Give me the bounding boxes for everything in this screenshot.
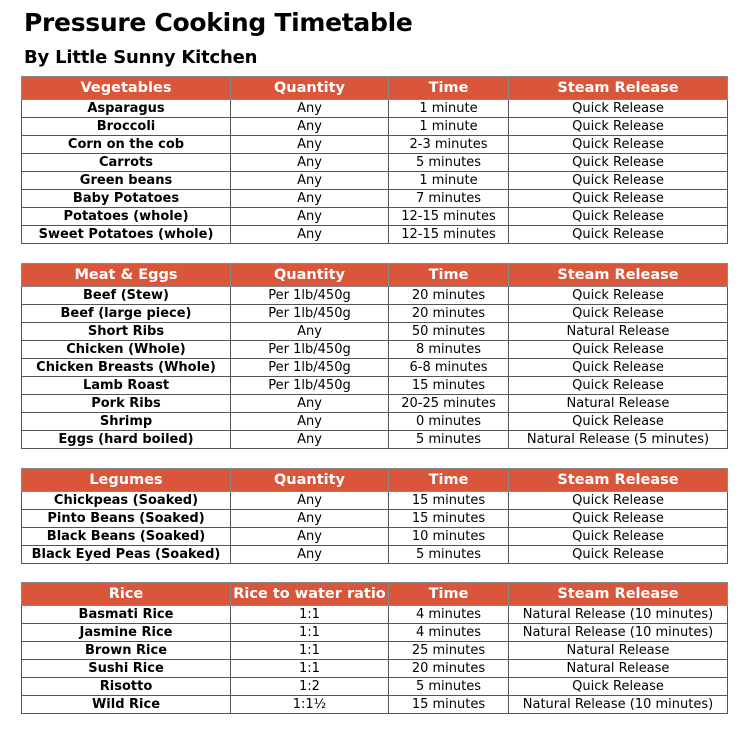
cell-quantity: Any	[231, 431, 389, 449]
cell-quantity: Any	[231, 136, 389, 154]
table-row	[22, 546, 728, 564]
cell-item: Green beans	[22, 172, 231, 190]
cell-time: 8 minutes	[389, 341, 509, 359]
cell-item: Carrots	[22, 154, 231, 172]
table-row	[22, 190, 728, 208]
table-row	[22, 528, 728, 546]
cell-steam-release: Natural Release	[509, 323, 728, 341]
cell-quantity: Per 1lb/450g	[231, 341, 389, 359]
cell-quantity: Any	[231, 546, 389, 564]
cell-time: 1 minute	[389, 100, 509, 118]
cell-item: Brown Rice	[22, 642, 231, 660]
cell-item: Asparagus	[22, 100, 231, 118]
table-row	[22, 624, 728, 642]
column-header-steam-release: Steam Release	[509, 583, 728, 606]
cell-item: Chicken (Whole)	[22, 341, 231, 359]
table-row	[22, 100, 728, 118]
column-header-steam-release: Steam Release	[509, 264, 728, 287]
cell-time: 12-15 minutes	[389, 208, 509, 226]
table-row	[22, 606, 728, 624]
cell-time: 15 minutes	[389, 696, 509, 714]
cell-steam-release: Quick Release	[509, 413, 728, 431]
cell-item: Black Eyed Peas (Soaked)	[22, 546, 231, 564]
cell-time: 4 minutes	[389, 606, 509, 624]
cell-time: 0 minutes	[389, 413, 509, 431]
cell-time: 25 minutes	[389, 642, 509, 660]
cell-item: Wild Rice	[22, 696, 231, 714]
cell-item: Broccoli	[22, 118, 231, 136]
table-row	[22, 642, 728, 660]
cell-steam-release: Quick Release	[509, 678, 728, 696]
cell-steam-release: Quick Release	[509, 528, 728, 546]
cell-item: Sushi Rice	[22, 660, 231, 678]
cell-steam-release: Natural Release	[509, 642, 728, 660]
cell-time: 1 minute	[389, 172, 509, 190]
column-header-item: Rice	[22, 583, 231, 606]
table-header-row	[22, 583, 728, 606]
cell-item: Short Ribs	[22, 323, 231, 341]
cell-item: Potatoes (whole)	[22, 208, 231, 226]
page-subtitle: By Little Sunny Kitchen	[24, 47, 258, 68]
cell-time: 20 minutes	[389, 305, 509, 323]
cell-steam-release: Quick Release	[509, 226, 728, 244]
cell-quantity: 1:1	[231, 660, 389, 678]
cell-steam-release: Quick Release	[509, 359, 728, 377]
legumes-table	[21, 468, 728, 564]
cell-item: Chicken Breasts (Whole)	[22, 359, 231, 377]
cell-steam-release: Quick Release	[509, 154, 728, 172]
cell-quantity: Any	[231, 395, 389, 413]
cell-quantity: Per 1lb/450g	[231, 287, 389, 305]
cell-quantity: Any	[231, 100, 389, 118]
cell-quantity: Any	[231, 172, 389, 190]
column-header-quantity: Quantity	[231, 469, 389, 492]
cell-time: 20-25 minutes	[389, 395, 509, 413]
cell-time: 4 minutes	[389, 624, 509, 642]
cell-time: 6-8 minutes	[389, 359, 509, 377]
column-header-item: Vegetables	[22, 77, 231, 100]
cell-item: Beef (large piece)	[22, 305, 231, 323]
cell-steam-release: Quick Release	[509, 510, 728, 528]
cell-item: Shrimp	[22, 413, 231, 431]
cell-quantity: Any	[231, 118, 389, 136]
table-row	[22, 413, 728, 431]
cell-item: Eggs (hard boiled)	[22, 431, 231, 449]
cell-steam-release: Natural Release	[509, 395, 728, 413]
column-header-steam-release: Steam Release	[509, 77, 728, 100]
cell-steam-release: Quick Release	[509, 136, 728, 154]
column-header-time: Time	[389, 469, 509, 492]
cell-time: 5 minutes	[389, 154, 509, 172]
cell-steam-release: Natural Release (10 minutes)	[509, 696, 728, 714]
cell-quantity: 1:1	[231, 642, 389, 660]
cell-item: Pinto Beans (Soaked)	[22, 510, 231, 528]
meat-eggs-table	[21, 263, 728, 449]
table-row	[22, 208, 728, 226]
cell-quantity: 1:1	[231, 606, 389, 624]
table-row	[22, 510, 728, 528]
table-header-row	[22, 264, 728, 287]
table-row	[22, 431, 728, 449]
cell-time: 20 minutes	[389, 287, 509, 305]
cell-steam-release: Quick Release	[509, 305, 728, 323]
cell-steam-release: Quick Release	[509, 546, 728, 564]
column-header-quantity: Rice to water ratio	[231, 583, 389, 606]
table-row	[22, 287, 728, 305]
cell-steam-release: Natural Release (5 minutes)	[509, 431, 728, 449]
cell-quantity: 1:1½	[231, 696, 389, 714]
cell-steam-release: Quick Release	[509, 172, 728, 190]
cell-item: Jasmine Rice	[22, 624, 231, 642]
table-row	[22, 377, 728, 395]
cell-time: 1 minute	[389, 118, 509, 136]
cell-item: Sweet Potatoes (whole)	[22, 226, 231, 244]
cell-time: 2-3 minutes	[389, 136, 509, 154]
column-header-time: Time	[389, 77, 509, 100]
cell-time: 12-15 minutes	[389, 226, 509, 244]
cell-steam-release: Quick Release	[509, 377, 728, 395]
cell-quantity: Any	[231, 492, 389, 510]
cell-time: 5 minutes	[389, 546, 509, 564]
cell-steam-release: Quick Release	[509, 287, 728, 305]
cell-quantity: 1:2	[231, 678, 389, 696]
table-row	[22, 660, 728, 678]
column-header-time: Time	[389, 264, 509, 287]
cell-item: Black Beans (Soaked)	[22, 528, 231, 546]
column-header-quantity: Quantity	[231, 264, 389, 287]
cell-quantity: Per 1lb/450g	[231, 359, 389, 377]
cell-item: Pork Ribs	[22, 395, 231, 413]
column-header-steam-release: Steam Release	[509, 469, 728, 492]
table-row	[22, 323, 728, 341]
column-header-item: Legumes	[22, 469, 231, 492]
column-header-time: Time	[389, 583, 509, 606]
page-title: Pressure Cooking Timetable	[24, 8, 413, 37]
cell-quantity: Any	[231, 528, 389, 546]
cell-steam-release: Quick Release	[509, 100, 728, 118]
table-row	[22, 678, 728, 696]
cell-steam-release: Natural Release	[509, 660, 728, 678]
cell-item: Beef (Stew)	[22, 287, 231, 305]
table-row	[22, 359, 728, 377]
column-header-quantity: Quantity	[231, 77, 389, 100]
cell-time: 50 minutes	[389, 323, 509, 341]
cell-quantity: Any	[231, 510, 389, 528]
table-row	[22, 305, 728, 323]
cell-steam-release: Quick Release	[509, 190, 728, 208]
cell-steam-release: Quick Release	[509, 208, 728, 226]
cell-time: 5 minutes	[389, 678, 509, 696]
cell-time: 20 minutes	[389, 660, 509, 678]
cell-item: Baby Potatoes	[22, 190, 231, 208]
cell-quantity: Per 1lb/450g	[231, 305, 389, 323]
table-header-row	[22, 77, 728, 100]
cell-quantity: 1:1	[231, 624, 389, 642]
cell-time: 5 minutes	[389, 431, 509, 449]
table-row	[22, 492, 728, 510]
cell-steam-release: Quick Release	[509, 341, 728, 359]
table-row	[22, 696, 728, 714]
table-row	[22, 395, 728, 413]
cell-item: Chickpeas (Soaked)	[22, 492, 231, 510]
cell-steam-release: Natural Release (10 minutes)	[509, 606, 728, 624]
cell-quantity: Any	[231, 323, 389, 341]
cell-item: Basmati Rice	[22, 606, 231, 624]
cell-steam-release: Quick Release	[509, 118, 728, 136]
cell-quantity: Any	[231, 226, 389, 244]
cell-quantity: Any	[231, 413, 389, 431]
cell-steam-release: Quick Release	[509, 492, 728, 510]
rice-table	[21, 582, 728, 714]
table-row	[22, 154, 728, 172]
table-row	[22, 136, 728, 154]
cell-quantity: Any	[231, 208, 389, 226]
cell-time: 15 minutes	[389, 377, 509, 395]
cell-time: 15 minutes	[389, 510, 509, 528]
cell-quantity: Any	[231, 154, 389, 172]
cell-quantity: Per 1lb/450g	[231, 377, 389, 395]
table-header-row	[22, 469, 728, 492]
cell-steam-release: Natural Release (10 minutes)	[509, 624, 728, 642]
cell-item: Risotto	[22, 678, 231, 696]
table-row	[22, 118, 728, 136]
vegetables-table	[21, 76, 728, 244]
table-row	[22, 341, 728, 359]
cell-time: 15 minutes	[389, 492, 509, 510]
table-row	[22, 226, 728, 244]
cell-item: Corn on the cob	[22, 136, 231, 154]
cell-item: Lamb Roast	[22, 377, 231, 395]
column-header-item: Meat & Eggs	[22, 264, 231, 287]
cell-quantity: Any	[231, 190, 389, 208]
cell-time: 7 minutes	[389, 190, 509, 208]
cell-time: 10 minutes	[389, 528, 509, 546]
table-row	[22, 172, 728, 190]
